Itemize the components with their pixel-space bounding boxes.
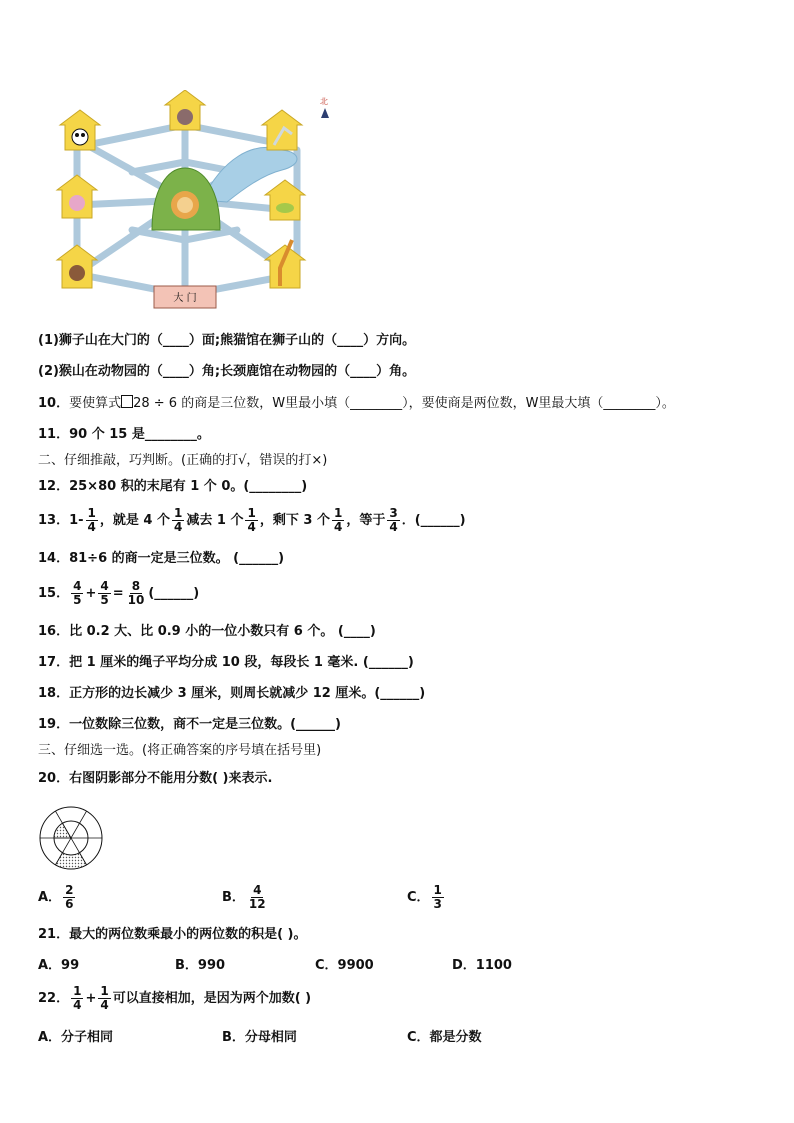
denominator: 5 [73, 593, 82, 607]
equals-sign: = [112, 586, 124, 601]
numerator: 3 [389, 506, 398, 520]
denominator: 4 [333, 520, 343, 534]
question-number: 22． [38, 991, 70, 1006]
fraction [387, 507, 399, 534]
house-crane [262, 110, 302, 150]
house-panda [60, 110, 100, 150]
numerator: 1 [100, 984, 109, 998]
denominator: 4 [389, 520, 398, 534]
q21-option-b: B．990 [175, 958, 226, 973]
zoo-map-figure [52, 90, 332, 315]
north-compass [320, 96, 329, 118]
q22-option-a: A．分子相同 [38, 1030, 114, 1045]
house-monkey [57, 245, 97, 288]
fraction [63, 884, 75, 911]
numerator: 1 [333, 506, 343, 520]
question-text: 要使算式 [69, 396, 122, 411]
text: ，就是 4 个 [99, 513, 171, 528]
question-16: 16．比 0.2 大、比 0.9 小的一位小数只有 6 个。 (____) [38, 624, 376, 639]
fraction [98, 985, 110, 1012]
numerator: 1 [247, 506, 256, 520]
numerator: 2 [65, 883, 74, 897]
q21-option-c: C．9900 [315, 958, 374, 973]
numerator: 1 [87, 506, 96, 520]
q22-option-b: B．分母相同 [222, 1030, 297, 1045]
question-20: 20．右图阴影部分不能用分数( )来表示. [38, 771, 273, 786]
numerator: 1 [174, 506, 183, 520]
denominator: 4 [174, 520, 183, 534]
option-label: A． [38, 890, 62, 905]
q20-option-a [38, 884, 77, 911]
question-19: 19．一位数除三位数，商不一定是三位数。(______) [38, 717, 341, 732]
fraction [432, 884, 444, 911]
fraction [98, 580, 110, 607]
question-text: 可以直接相加，是因为两个加数( ) [112, 991, 312, 1006]
numerator: 1 [73, 984, 82, 998]
question-13 [38, 507, 466, 534]
gate-label: 大 门 [173, 293, 197, 304]
section-3-heading: 三、仔细选一选。(将正确答案的序号填在括号里) [38, 743, 322, 758]
fraction [86, 507, 98, 534]
lion-hill [152, 168, 220, 230]
question-21: 21．最大的两位数乘最小的两位数的积是( )。 [38, 927, 307, 942]
question-10 [38, 395, 675, 413]
denominator: 12 [248, 897, 266, 911]
numerator: 4 [253, 883, 262, 897]
denominator: 5 [100, 593, 109, 607]
denominator: 10 [127, 593, 145, 607]
denominator: 6 [65, 897, 74, 911]
question-14: 14．81÷6 的商一定是三位数。 (______) [38, 551, 285, 566]
denominator: 3 [433, 897, 442, 911]
fraction [245, 507, 257, 534]
section-2-heading: 二、仔细推敲，巧判断。(正确的打√，错误的打×) [38, 453, 328, 468]
fraction [332, 507, 344, 534]
numerator: 4 [100, 579, 109, 593]
text: 13．1- [38, 513, 84, 528]
house-top-bear [165, 90, 205, 130]
q21-option-d: D．1100 [452, 958, 512, 973]
text: ，剩下 3 个 [259, 513, 330, 528]
plus-sign: + [85, 991, 97, 1006]
question-lion-hill: (1)狮子山在大门的（____）面;熊猫馆在狮子山的（____）方向。 [38, 333, 416, 348]
denominator: 4 [73, 998, 82, 1012]
question-text: 28 ÷ 6 的商是三位数，W里最小填（________），要使商是两位数，W里最大填（________）。 [133, 396, 675, 411]
question-11: 11．90 个 15 是________。 [38, 427, 210, 442]
q20-option-b [222, 884, 270, 911]
denominator: 4 [247, 520, 256, 534]
denominator: 4 [87, 520, 96, 534]
fraction [71, 580, 83, 607]
shaded-circle-figure [38, 805, 104, 871]
text: ．(______) [401, 513, 466, 528]
plus-sign: + [85, 586, 97, 601]
question-number: 10． [38, 396, 70, 411]
house-elephant [57, 175, 97, 218]
question-18: 18．正方形的边长减少 3 厘米，则周长就减少 12 厘米。(______) [38, 686, 426, 701]
fraction [172, 507, 184, 534]
fraction [71, 985, 83, 1012]
text: ，等于 [346, 513, 386, 528]
numerator: 4 [73, 579, 82, 593]
numerator: 8 [131, 579, 141, 593]
q22-option-c: C．都是分数 [407, 1030, 482, 1045]
numerator: 1 [433, 883, 442, 897]
fraction [126, 580, 147, 607]
question-22 [38, 985, 311, 1012]
denominator: 4 [100, 998, 109, 1012]
question-17: 17．把 1 厘米的绳子平均分成 10 段，每段长 1 毫米. (______) [38, 655, 414, 670]
option-label: B． [222, 890, 245, 905]
fraction [247, 884, 268, 911]
q20-option-c [407, 884, 446, 911]
question-12: 12．25×80 积的末尾有 1 个 0。(________) [38, 479, 308, 494]
q21-option-a: A．99 [38, 958, 80, 973]
compass-label: 北 [320, 97, 328, 106]
text: 减去 1 个 [186, 513, 244, 528]
question-15 [38, 580, 199, 607]
question-monkey-hill: (2)猴山在动物园的（____）角;长颈鹿馆在动物园的（____）角。 [38, 364, 416, 379]
option-label: C． [407, 890, 430, 905]
answer-blank: (______) [148, 586, 200, 601]
blank-box [121, 395, 133, 408]
question-number: 15． [38, 586, 70, 601]
